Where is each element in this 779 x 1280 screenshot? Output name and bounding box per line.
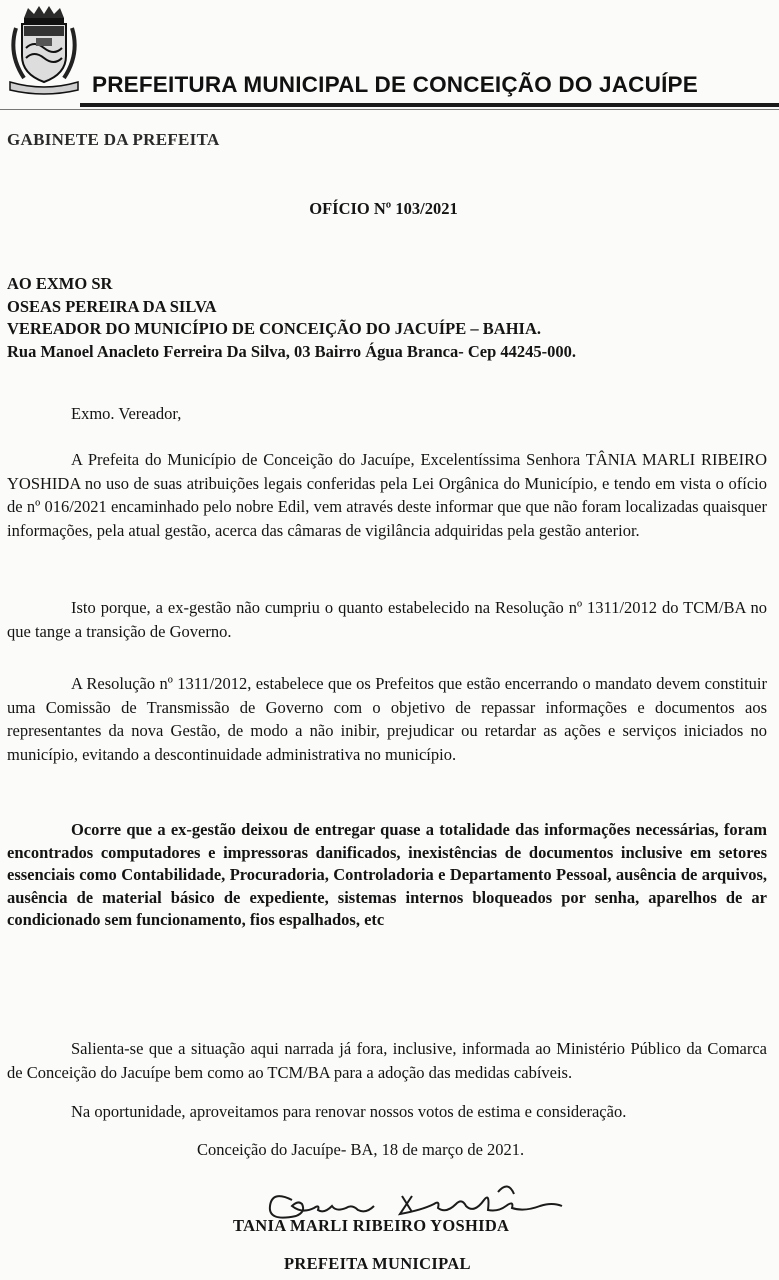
body-paragraph: A Resolução nº 1311/2012, estabelece que os Prefeitos que estão encerrando o mandato devem constituir uma Comissão de Transmissão de Governo com o objetivo de repassar informações e documentos aos representantes da nova Gestão, de modo a não inibir, prejudicar ou retardar as ações e serviços iniciados no município, evitando a descontinuidade administrativa no município. xyxy=(7,674,767,764)
recipient-address: Rua Manoel Anacleto Ferreira Da Silva, 03 Bairro Água Branca- Cep 44245-000. xyxy=(7,341,577,361)
signatory-role: PREFEITA MUNICIPAL xyxy=(284,1254,471,1273)
body-paragraph: A Prefeita do Município de Conceição do Jacuípe, Excelentíssima Senhora TÂNIA MARLI RIBEIRO YOSHIDA no uso de suas atribuições legais conferidas pela Lei Orgânica do Município, e tendo em vista o ofício de nº 016/2021 encaminhado pelo nobre Edil, vem através deste informar que que não foram localizadas quaisquer informações, pela atual gestão, acerca das câmaras de vigilância adquiridas pela gestão anterior. xyxy=(7,450,767,540)
body-paragraph: Isto porque, a ex-gestão não cumpriu o quanto estabelecido na Resolução nº 1311/2012 do TCM/BA no que tange a transição de Governo. xyxy=(7,598,767,641)
department-name: GABINETE DA PREFEITA xyxy=(7,130,220,149)
municipal-coat-of-arms-icon xyxy=(6,4,82,96)
header-divider xyxy=(80,103,779,107)
header-divider-thin xyxy=(0,109,779,110)
body-paragraph-bold: Ocorre que a ex-gestão deixou de entregar quase a totalidade das informações necessárias, foram encontrados computadores e impressoras danificados, inexistências de documentos inclusive em setores essenciais como Contabilidade, Procuradoria, Controladoria e Departamento Pessoal, ausência de arquivos, ausência de material básico de expediente, sistemas internos bloqueados por senha, aparelhos de ar condicionado sem funcionamento, fios espalhados, etc xyxy=(7,820,767,930)
recipient-name: OSEAS PEREIRA DA SILVA xyxy=(7,296,217,316)
oficio-heading xyxy=(0,199,779,219)
header-title: PREFEITURA MUNICIPAL DE CONCEIÇÃO DO JACUÍPE xyxy=(92,72,698,97)
handwritten-signature-icon xyxy=(262,1170,592,1250)
recipient-title: VEREADOR DO MUNICÍPIO DE CONCEIÇÃO DO JACUÍPE – BAHIA. xyxy=(7,319,541,338)
body-paragraph: Salienta-se que a situação aqui narrada já fora, inclusive, informada ao Ministério Público da Comarca de Conceição do Jacuípe bem como ao TCM/BA para a adoção das medidas cabíveis. xyxy=(7,1039,767,1082)
closing-paragraph: Na oportunidade, aproveitamos para renovar nossos votos de estima e consideração. xyxy=(71,1102,627,1121)
recipient-line: AO EXMO SR xyxy=(7,274,113,293)
oficio-number: OFÍCIO Nº 103/2021 xyxy=(309,199,458,218)
salutation: Exmo. Vereador, xyxy=(71,404,182,423)
recipient-block xyxy=(7,273,576,363)
signatory-name: TANIA MARLI RIBEIRO YOSHIDA xyxy=(233,1216,510,1235)
place-and-date: Conceição do Jacuípe- BA, 18 de março de 2021. xyxy=(197,1140,525,1159)
